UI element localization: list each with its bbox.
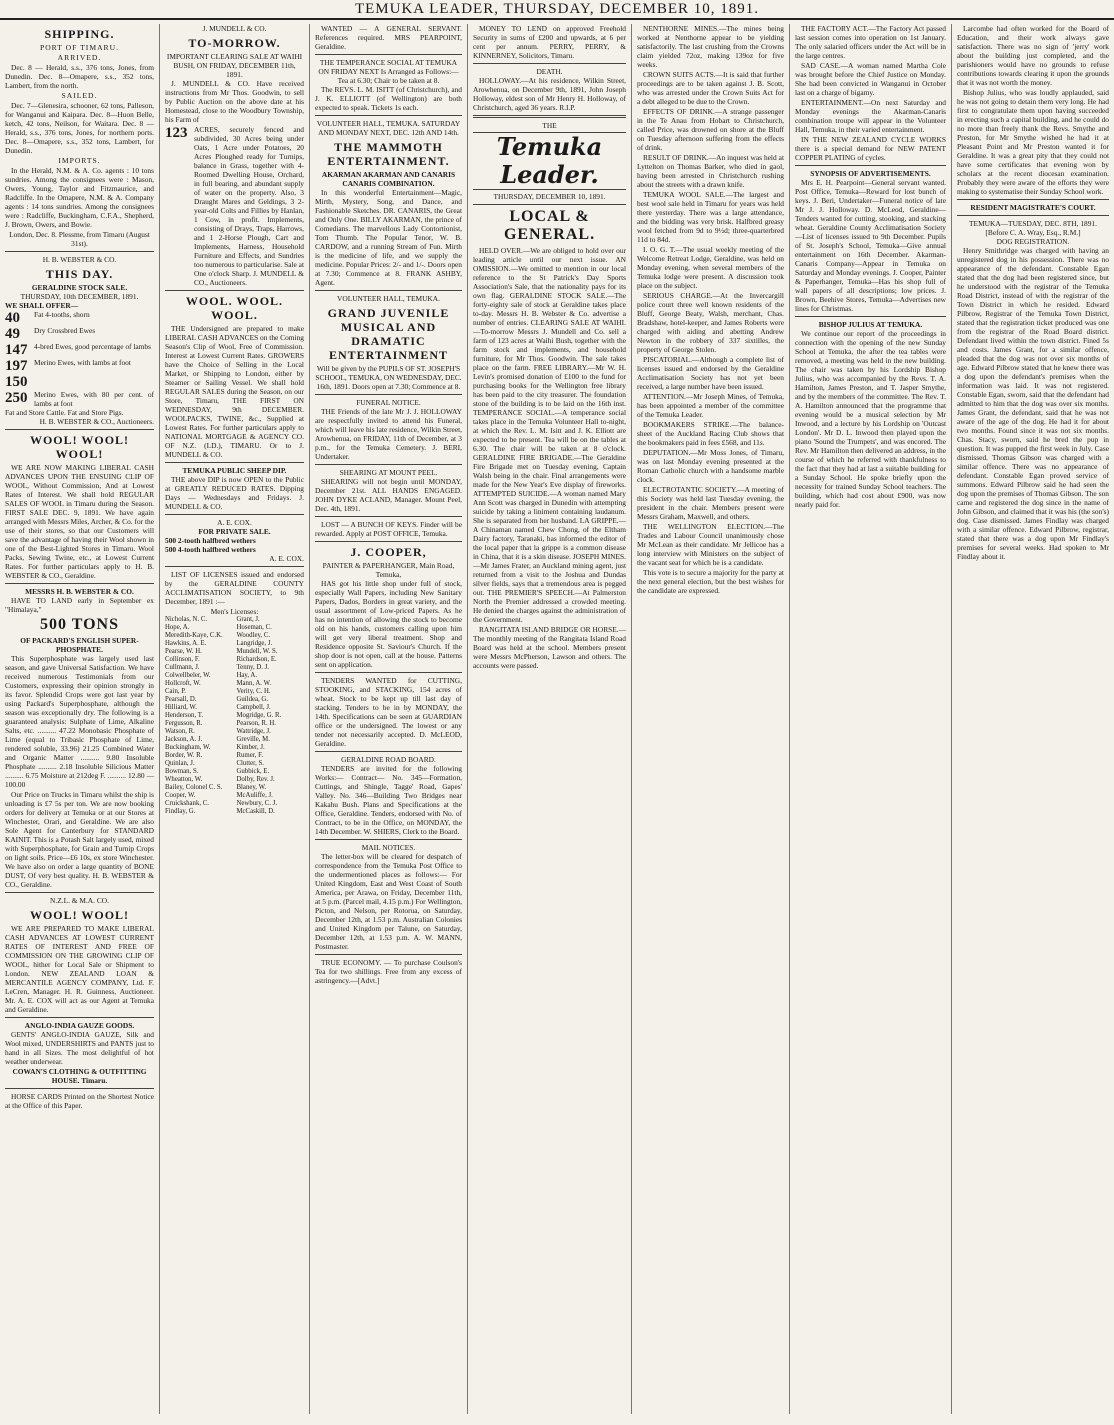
money-advert: MONEY TO LEND on approved Freehold Security in sums of £200 and upwards, at 6 per cent per annum. PERRY, PERRY, & KINNERNEY, Solicitors, Timaru. <box>473 24 626 60</box>
column-7 <box>952 24 1114 1414</box>
dip-heading: TEMUKA PUBLIC SHEEP DIP. <box>182 466 287 475</box>
license-name: Langridge, J. <box>236 640 273 647</box>
divider <box>5 429 154 430</box>
cooper-sub: PAINTER & PAPERHANGER, Main Road, Temuka, <box>322 561 455 579</box>
tenders-2: TENDERS are invited for the following Works:— Contract— No. 345—Formation, Cuttings, and Shingle, Tagge' Road, Gapes' Valley. No. 346—Building Two Bridges near Kakahu Bush. Plans and Specifications at the Office, Geraldine. Tenders, endorsed with No. of Contract, to be in the Office, on MONDAY, the 14th December. W. SHIERS, Clerk to the Board. <box>315 764 462 836</box>
synopsis-heading: SYNOPSIS OF ADVERTISEMENTS. <box>810 169 931 178</box>
wool2-advert: WE ARE PREPARED TO MAKE LIBERAL CASH ADVANCES AT LOWEST CURRENT RATES OF INTEREST AND FREE OF COMMISSION ON THE GROWING CLIP OF WOOL, hither for Local Sale or Shipment to London. NEW ZEALAND LOAN & MERCANTILE AGENCY COMPANY, Ltd. F. LeCren, Manager. H. R. Guinness, Auctioneer. Mr. A. E. COX will act as our Agent at Temuka and Geraldine. <box>5 924 154 1014</box>
bishop-body: We continue our report of the proceedings in connection with the opening of the new Sunday School at Temuka, the after the tea tables were removed, a meeting was held in the new building. The chair was taken by his Lordship Bishop Julius, who was accompanied by the Revs. T. A. Hamilton, James Preston, and T. Jasper Smythe, and by the members of the committee. The Rev. T. A. Hamilton announced that the programme that evening would be a musical selection by Mr Inwood, and a lecture by his Lordship on 'Outcast London'. Mr D. L. Inwood then played upon the piano 'Sound the Trumpets', and was encored. The Rev. Mr Hamilton then delivered an address, in the course of which he referred with thankfulness to the fact that they had at last a suitable building for a Sunday School. He spoke briefly upon the necessity for trained Sunday School teachers. The building, which had cost about £900, was now nearly paid for. <box>795 329 946 509</box>
license-name: Cain, P. <box>165 688 186 695</box>
license-name: Mundell, W. S. <box>236 648 278 655</box>
news-item: EFFECTS OF DRINK.—A strange passenger in the Te Anau from Hobart to Christchurch, called Price, was drowned on shore at the Bluff on Tuesday afternoon suffering from the effects of drink. <box>637 107 784 152</box>
divider <box>473 63 626 64</box>
mundell-name: J. MUNDELL & CO. <box>202 24 267 33</box>
wool2-heading: WOOL! WOOL! <box>29 908 130 922</box>
acres-lot: 123 ACRES, securely fenced and subdivided, 30 Acres being under Oats, 1 Acre under Potatoes, 20 Acres Ploughed ready for Turnips, balance in Grass, together with 4-Roomed Dwelling House, Orchard, in full bearing, and abundant supply of water on the property. Also, 3 Draught Mares and Geldings, 3 2-year-old Colts and Fillies by Hanlan, 1 Cow, in profit. Implements, consisting of Drays, Traps, Harrows, and 1 2-Horse Plough, Cart and Implements, Harness, Household Furniture and Effects, and Sundries too numerous to particularise. Sale at One o'clock Sharp. J. MUNDELL & CO., Auctioneers. <box>165 125 305 287</box>
true-economy: TRUE ECONOMY. — To purchase Coulson's Tea for two shillings. Free from any excess of astringency.—[Advt.] <box>315 958 462 985</box>
lost-advert: LOST — A BUNCH OF KEYS. Finder will be rewarded. Apply at POST OFFICE, Temuka. <box>315 520 462 538</box>
license-name: Fergusson, R. <box>165 720 203 727</box>
license-name: Gubbick, E. <box>236 768 270 775</box>
wanted-advert: WANTED — A GENERAL SERVANT. References required. MRS PEARPOINT, Geraldine. <box>315 24 462 51</box>
lots-tail: Fat and Store Cattle. Fat and Store Pigs. <box>5 408 124 417</box>
license-name: Rumer, F. <box>236 752 264 759</box>
we-shall-offer: WE SHALL OFFER— <box>5 301 79 310</box>
news-item: IN THE NEW ZEALAND CYCLE WORKS there is a special demand for NEW PATENT COPPER PLATING of cycles. <box>795 135 946 162</box>
anglo-heading: ANGLO-INDIA GAUZE GOODS. <box>24 1021 135 1030</box>
wool-heading: WOOL! WOOL! WOOL! <box>29 433 130 461</box>
temperance-advert: THE TEMPERANCE SOCIAL AT TEMUKA ON FRIDAY NEXT Is Arranged as Follows:— Tea at 6.30; Chair to be taken at 8. <box>318 58 459 85</box>
license-name: Cooper, W. <box>165 792 196 799</box>
paper-dateline: THURSDAY, DECEMBER 10, 1891. <box>493 192 606 201</box>
column-5 <box>632 24 790 1414</box>
divider <box>5 583 154 584</box>
webster-auctioneers: H. B. WEBSTER & CO., Auctioneers. <box>39 417 154 426</box>
license-name: Bailey, Colonel C. S. <box>165 784 223 791</box>
license-name: Dolby, Rev. J. <box>236 776 275 783</box>
funeral-body: THE Friends of the late Mr J. J. HOLLOWAY are respectfully invited to attend his Funeral, which will leave his late residence, Wilkin Street, Arowhenua, on FRIDAY, 11th of December, at 3 p.m., for the Temuka Cemetery. J. BERI, Undertaker. <box>315 407 462 461</box>
geraldine-sale-heading: GERALDINE STOCK SALE. <box>31 283 128 292</box>
wethers-line: 500 2-tooth halfbred wethers <box>165 536 256 545</box>
lot-item: 150 <box>5 374 28 390</box>
divider <box>315 954 462 955</box>
mail-body: The letter-box will be cleared for despatch of correspondence from the Temuka Post Office to the undermentioned places as follows:— For United Kingdom, East and West Coast of South America, per Arawa, on Friday, December 11th, at 5 p.m. (Parcel mail, 4.15 p.m.) For Wellington, Picton, and Nelson, per Rotorua, on Saturday, December 12th, at 1.53 p.m. Australian Colonies and United Kingdom per Talune, on Saturday, December 12th, at 1.53 p.m. A. W. MANN, Postmaster. <box>315 852 462 951</box>
license-name: Hay, A. <box>236 672 258 679</box>
license-name: Clutter, S. <box>236 760 264 767</box>
divider <box>315 541 462 542</box>
arrived-heading: ARRIVED. <box>57 53 102 62</box>
divider <box>315 839 462 840</box>
cox-sign: A. E. COX. <box>269 554 304 563</box>
license-name: Greville, M. <box>236 736 270 743</box>
lot-item: 40 Fat 4-tooths, shorn <box>5 310 90 326</box>
license-name: Pearson, R. H. <box>236 720 276 727</box>
news-item: ELECTROTANTIC SOCIETY.—A meeting of this Society was held last Tuesday evening, the president in the chair. Members present were Messrs Graham, Maxwell, and others. <box>637 485 784 521</box>
license-name: Hoseman, C. <box>236 624 272 631</box>
license-name: Collinson, F. <box>165 656 200 663</box>
juvenile-heading: GRAND JUVENILE MUSICAL AND DRAMATIC ENTERTAINMENT <box>327 306 450 362</box>
court-heading: RESIDENT MAGISTRATE'S COURT. <box>970 203 1096 212</box>
cooper-body: HAS got his little shop under full of stock, especially Wall Papers, including New Sanitary Papers, Dados, Borders in great variety, and the usual assortment of Low-priced Papers. As he has no intention of allowing the stock to become old on his hands, customers calling upon him will get very liberal treatment. Shop and Residence opposite St. Saviour's Church. If the shop door is not open, call at the house. Patterns sent on application. <box>315 579 462 669</box>
masthead: TEMUKA LEADER, THURSDAY, DECEMBER 10, 1891. <box>0 0 1114 20</box>
news-item: TEMUKA WOOL SALE.—The largest and best wool sale held in Timaru for years was held there yesterday. There was a large attendance, and the bidding was very brisk. Halfbred greasy wool fetched from 9d to 9½d; three-quarterbred 11d to 84d. <box>637 190 784 244</box>
news-item: NENTHORNE MINES.—The mines being worked at Nenthorne appear to be yielding satisfactorily. The last crushing from the Crowns claim yielded 72oz, making 139oz for five weeks. <box>637 24 784 69</box>
rangitata-body: RANGITATA ISLAND BRIDGE OR HORSE.—The monthly meeting of the Rangitata Island Road Board was held at the school. Members present were Messrs McPherson, Lawson and others. The accounts were passed. <box>473 625 626 670</box>
licenses-heading: LIST OF LICENSES issued and endorsed by the GERALDINE COUNTY ACCLIMATISATION SOCIETY, to 9th December, 1891 :— <box>165 570 304 606</box>
license-name: Jackson, A. J. <box>165 736 203 743</box>
news-item: PISCATORIAL.—Although a complete list of licenses issued and endorsed by the Geraldine Acclimatisation Society has not yet been received, a large number have been issued. <box>637 355 784 391</box>
license-name: Campbell, J. <box>236 704 271 711</box>
license-name: Grant, J. <box>236 616 260 623</box>
larcombe-body: Larcombe had often worked for the Board of Education, and their work always gave satisfaction. There was no sign of 'jerry' work about the building just completed, and the parishioners would have no grounds to refuse contributions towards clearing it upon the grounds that it was not worth the money. <box>957 24 1109 87</box>
dog-heading: DOG REGISTRATION. <box>996 237 1070 246</box>
wool3-body: THE Undersigned are prepared to make LIBERAL CASH ADVANCES on the Coming Season's Clip of Wool, Free of Commission. Interest at Lowest Current Rates. GROWERS have the Choice of Selling in the Local Market, or Shipping to London, either by Steamer or Sailing Vessel. We shall hold REGULAR SALES during the Season, on our Store, Timaru, THE FIRST ON WEDNESDAY, 9th DECEMBER. WOOLPACKS, TWINE, &c., Supplied at Lowest Rates. For further particulars apply to NATIONAL MORTGAGE & AGENCY CO. OF N.Z. (LD.), TIMARU. Or to J. MUNDELL & CO. <box>165 324 304 459</box>
divider <box>165 514 304 515</box>
divider <box>315 516 462 517</box>
nzla-name: N.Z.L. & M.A. CO. <box>50 896 109 905</box>
bishop-cont: Bishop Julius, who was loudly applauded, said he was not going to detain them very long. He had first to congratulate them upon having succeeded in erecting such a capital building, and he could do no more than freely thank the Revs. Smythe and Preston, for Mr Smythe wished he had it at Pleasant Point and Mr Preston wanted it for Geraldine. It was a great pity that they could not have some certificates that evening won by scholars at the recent diocesan examination. Probably they were aware of the efforts they were making to systematise their Sunday School work. <box>957 88 1109 196</box>
divider <box>315 751 462 752</box>
mail-heading: MAIL NOTICES. <box>361 843 416 852</box>
column-6 <box>790 24 952 1414</box>
tomorrow-heading: TO-MORROW. <box>188 36 281 50</box>
divider <box>473 115 626 118</box>
volunteer-hall-1: VOLUNTEER HALL, TEMUKA. SATURDAY AND MONDAY NEXT, DEC. 12th AND 14th. <box>316 119 461 137</box>
license-name: Hope, A. <box>165 624 190 631</box>
divider <box>5 892 154 893</box>
tons-heading: 500 TONS <box>40 616 119 633</box>
sailed-list: Dec. 7—Glenesira, schooner, 62 tons, Palleson, for Wanganui and Kaipara. Dec. 8—Huon Belle, ketch, 42 tons, Neilson, for Waitara. Dec. 8 — Herald, s.s., 376 tons, Jones, for northern ports. Dec. 8—Omapere, s.s., 352 tons, Lambert, for Dunedin. <box>5 101 154 155</box>
private-heading: FOR PRIVATE SALE. <box>198 527 271 536</box>
akarman-body: In this wonderful Entertainment—Magic, Mirth, Mystery, Song, and Dance, and Fashionable Sketches. DR. CANARIS, the Great and Only One. BILLY AKARMAN, the prince of Comedians. The marvellous Lady Contortionist, Tom Thumb. The Popular Tenor, W. B. CARDOW, and a running Stream of Fun. Mirth is the medicine of life, and we supply the medicine. Popular Prices: 2/- and 1/-. Doors open at 7.30; Commence at 8. FRANK ASHBY, Agent. <box>315 188 462 287</box>
license-name: Border, W. R. <box>165 752 203 759</box>
divider <box>315 672 462 673</box>
divider <box>315 54 462 55</box>
lot-item: 49 Dry Crossbred Ewes <box>5 326 96 342</box>
license-name: Mann, A. W. <box>236 680 272 687</box>
akarman-heading: AKARMAN AKARMAN AND CANARIS CANARIS COMBINATION. <box>321 170 456 188</box>
temperance-body: The REVS. L. M. ISITT (of Christchurch), and J. K. ELLIOTT (of Wellington) are both expected to speak. Tickets 1s each. <box>315 85 462 112</box>
divider <box>165 290 304 291</box>
column-3 <box>310 24 468 1414</box>
news-item: DEPUTATION.—Mr Moss Jones, of Timaru, was on last Monday evening presented at the Roman Catholic church with a handsome marble clock. <box>637 448 784 484</box>
divider <box>165 462 304 463</box>
divider <box>5 251 154 252</box>
this-day-heading: THIS DAY. <box>45 267 114 281</box>
divider <box>5 1017 154 1018</box>
divider <box>957 215 1109 216</box>
arrived-list: Dec. 8 — Herald, s.s., 376 tons, Jones, from Dunedin. Dec. 8—Omapere, s.s., 352 tons, Lambert, from the north. <box>5 63 154 90</box>
messrs-heading: MESSRS H. B. WEBSTER & CO. <box>25 587 134 596</box>
license-name: Watson, R. <box>165 728 195 735</box>
column-4 <box>468 24 632 1414</box>
lot-item: 250 Merino Ewes, with 80 per cent. of lambs at foot <box>5 390 154 408</box>
cowan-name: COWAN'S CLOTHING & OUTFITTING HOUSE. Timaru. <box>12 1067 147 1085</box>
license-name: Hawkins, A. E. <box>165 640 207 647</box>
packard-body: This Superphosphate was largely used last season, and gave Universal Satisfaction. We have received numerous Testimonials from our Customers, expressing their opinion strongly in its favor. Splendid Crops were got last year by using Packard's Superphosphate, although the season was exceptionally dry. The following is a guaranteed analysis: Sulphate of Lime, Alkaline Salts, etc. .......... 47.22 Monobasic Phosphate of Lime (equal to Tribasic Phosphate of Lime, rendered soluble, 33.96) 21.25 Combined Water and Organic Matter .......... 9.80 Insoluble Phosphate .......... 2.18 Insoluble Silicious Matter .......... 6.75 Moisture at 212deg F. .......... 12.80 — 100.00 <box>5 654 154 789</box>
license-name: Woodley, C. <box>236 632 271 639</box>
license-name: Tenny, D. J. <box>236 664 269 671</box>
mens-licenses-heading: Men's Licenses: <box>210 607 259 616</box>
license-name: Pearse, W. H. <box>165 648 202 655</box>
mammoth-heading: THE MAMMOTH ENTERTAINMENT. <box>327 140 450 168</box>
license-name: Newbury, C. J. <box>236 800 278 807</box>
license-name: Buckingham, W. <box>165 744 211 751</box>
divider <box>315 115 462 116</box>
clearing-heading: IMPORTANT CLEARING SALE AT WAIHI BUSH, ON FRIDAY, DECEMBER 11th, 1891. <box>166 52 303 79</box>
tenders-1: TENDERS WANTED for CUTTING, STOOKING, and STACKING, 154 acres of wheat. Stock to be kept up till last day of stacking. Tenders to be in by MONDAY, the 14th. Specifications can be seen at GUARDIAN office or the undersigned. The lowest or any tender not necessarily accepted. D. McLEOD, Geraldine. <box>315 676 462 748</box>
divider <box>165 566 304 567</box>
divider <box>473 204 626 205</box>
license-name: Hilliard, W. <box>165 704 197 711</box>
webster-name: H. B. WEBSTER & CO. <box>42 255 117 264</box>
license-name: Verity, C. H. <box>236 688 271 695</box>
news-item: SAD CASE.—A woman named Martha Cole was brought before the Chief Justice on Monday. She had been convicted in Wanganui in October last on a charge of bigamy. <box>795 61 946 97</box>
volunteer-hall-2: VOLUNTEER HALL, TEMUKA. <box>337 294 440 303</box>
shearing-heading: SHEARING AT MOUNT PEEL. <box>339 468 438 477</box>
divider <box>795 316 946 317</box>
port-heading: PORT OF TIMARU. <box>39 43 120 52</box>
license-name: Findlay, G. <box>165 808 196 815</box>
news-item: CROWN SUITS ACTS.—It is said that further proceedings are to be taken against J. B. Scott, who was arrested under the Crown Suits Act for a debt alleged to be due to the Crown. <box>637 70 784 106</box>
news-item: ENTERTAINMENT.—On next Saturday and Monday evenings the Akarman-Canaris combination troupe will appear in the Volunteer Hall, Temuka, in their varied entertainment. <box>795 98 946 134</box>
court-before: [Before C. A. Wray, Esq., R.M.] <box>985 228 1081 237</box>
paper-title: Temuka Leader. <box>473 132 626 190</box>
lot-item: 197 Merino Ewes, with lambs at foot <box>5 358 131 374</box>
local-general-body: HELD OVER.—We are obliged to hold over our leading article until our next issue. AN OMISSION.—We omitted to mention in our local reference to the St Patrick's Day Sports Association's Sale, that the nationality pays for its own flag. GERALDINE STOCK SALE.—The forty-eighty sale of stock at Geraldine takes place to-day. Messrs H. B. Webster & Co. advertise a number of entries. CLEARING SALE AT WAIHI.—To-morrow Messrs J. Mundell and Co. sell a farm of 123 acres at Waihi Bush, together with the farm stock and implements, and household furniture, for Mr Thos. Goodwin. The sale takes place on the farm. FREE LIBRARY.—Mr W. H. Levin's promised donation of £100 to the fund for purchasing books for the Wellington free library has been paid to the city treasurer. The foundation stone of the building is to be laid on the 16th inst. TEMPERANCE SOCIAL.—A temperance social takes place in the Temuka Volunteer Hall to-night, at which the Rev. L. M. Isitt and J. K. Elliott are expected to be present. Tea will be on the tables at 6.30. The chair will be taken at 8 o'clock. GERALDINE FIRE BRIGADE.—The Geraldine Fire Brigade met on Tuesday evening, Captain Walsh being in the chair. Final arrangements were made for the New Year's Eve display of fireworks. ATTEMPTED SUICIDE.—A woman named Mary Ann Scott was charged in Dunedin with attempting suicide by taking a liniment containing laudanum. She is separated from her husband. LA GRIPPE.—A Chinaman named Chew Chong, of the Eltham Dairy factory, Taranaki, has informed the editor of the local paper that la grippe is a common disease in China, that it is a skin disease. JOSEPH MINES.—Mr James Frater, an Auckland mining agent, just returned from a visit to the Joshua and Dundas silver fields, says that a tremendous area is pegged out. THE PREMIER'S SPEECH.—At Palmerston North the Premier addressed a crowded meeting. He denied the charges against the administration of the Government. <box>473 246 626 624</box>
road-board-heading: GERALDINE ROAD BOARD. <box>341 755 436 764</box>
horse-cards: HORSE CARDS Printed on the Shortest Notice at the Office of this Paper. <box>5 1092 154 1110</box>
license-name: Cullmann, J. <box>165 664 200 671</box>
license-name: Meredith-Kaye, C.K. <box>165 632 223 639</box>
divider <box>315 394 462 395</box>
cooper-heading: J. COOPER, <box>350 545 427 559</box>
license-names <box>165 616 304 816</box>
imports-heading: IMPORTS. <box>58 156 101 165</box>
court-body: Henry Smithridge was charged with having an unregistered dog in his possession. There was no appearance of the defendant. Constable Egan stated that the dog had been registered since, but he understood with the registrar of the Temuka Road District, instead of with the registrar of the Town District in which he resided. Edward Pilbrow, Registrar of the Temuka Town District, stated that the registration ticket produced was one from the registrar of the Road Board district. Defendant lived within the town district. Fined 5s and costs. James Grant, for a similar offence, pleaded that the dog was not over six months of age. Edward Pilbrow stated that he knew there was a dog upon the defendant's premises when the information was laid. It was not registered. Constable Egan, sworn, said that the defendant had admitted to him that the dog was over six months. James Grant, the defendant, said that he was not aware of the age of the dog. He had it for about two months. Found since it was not six months. Chas. Stacy, sworn, said he bred the pup in question. It was pupped the first week in July. Case dismissed. Thomas Gibson was charged with a similar offence. There was no appearance of defendant. Constable Egan proved service of summons. Edward Pilbrow said he had seen the dog upon the premises of Thomas Gibson. The son came and registered the dog since in the name of John Gibson, and claimed that it was his (the son's) dog. Case dismissed. James Findlay was charged with a similar offence. Edward Pilbrow, registrar, stated that there was a dog upon Mr Findlay's premises for several weeks. Had spoken to Mr Findlay about it. <box>957 246 1109 561</box>
lot-item: 147 4-bred Ewes, good percentage of lambs <box>5 342 151 358</box>
news-item: This vote is to secure a majority for the party at the next general election, but the best wishes for the candidate are expressed. <box>637 568 784 595</box>
license-name: Blaney, W. <box>236 784 267 791</box>
funeral-heading: FUNERAL NOTICE. <box>356 398 421 407</box>
synopsis-body: Mrs E. H. Pearpoint—General servant wanted. Post Office, Temuka—Reward for lost bunch of keys. J. Beri, Undertaker—Funeral notice of late Mr J. J. Holloway. D. McLeod, Geraldine—Tenders wanted for cutting, stooking, and stacking wheat. Geraldine County Acclimatisation Society—List of licenses issued to 9th December. Pupils of St. Joseph's School, Temuka—Give annual entertainment on 16th December. Akarman-Canaris Company—Appear in Temuka on Saturday and Monday evenings. J. Cooper, Painter & Paperhanger, Temuka—Has his shop full of wall papers of all descriptions; low prices. J. Brown, Beehive Stores, Temuka—Advertises new lines for Christmas. <box>795 178 946 313</box>
news-item: BOOKMAKERS STRIKE.—The balance-sheet of the Auckland Racing Club shows that the bookmakers paid in fees £568, and 11s. <box>637 420 784 447</box>
license-name: Mogridge, G. R. <box>236 712 282 719</box>
column-1 <box>0 24 160 1414</box>
license-name: McCaskill, D. <box>236 808 275 815</box>
license-name: Nicholas, N. C. <box>165 616 208 623</box>
license-name: McAuliffe, J. <box>236 792 273 799</box>
paper-the: THE <box>542 121 557 130</box>
license-name: Henderson, T. <box>165 712 204 719</box>
license-name: Cruickshank, C. <box>165 800 209 807</box>
divider <box>315 290 462 291</box>
london-notice: London, Dec. 8. Plessme, from Timaru (August 31st). <box>9 230 150 248</box>
license-name: Wattridge, J. <box>236 728 271 735</box>
cox-name: A. E. COX. <box>217 518 252 527</box>
license-name: Quinlan, J. <box>165 760 195 767</box>
bishop-heading: BISHOP JULIUS AT TEMUKA. <box>818 320 923 329</box>
court-date: TEMUKA—TUESDAY, DEC. 8TH, 1891. <box>969 219 1097 228</box>
anglo-body: GENTS' ANGLO-INDIA GAUZE, Silk and Wool mixed, UNDERSHIRTS and PANTS just to hand in all Sizes. The most delightful of hot weather underwear. <box>5 1030 154 1066</box>
license-name: Wheatton, W. <box>165 776 203 783</box>
sale-date: THURSDAY, 10th DECEMBER, 1891. <box>20 292 139 301</box>
divider <box>5 1088 154 1089</box>
license-name: Guildea, G. <box>236 696 269 703</box>
sailed-heading: SAILED. <box>61 91 98 100</box>
wool3-heading: WOOL. WOOL. WOOL. <box>185 294 284 322</box>
clearing-body: J. MUNDELL & CO. Have received instructions from Mr Thos. Goodwin, to sell by Public Auction on the above date at his Homestead, close to the Woodbury Township, his Farm of <box>165 79 304 124</box>
packard-tail: Our Price on Trucks in Timaru whilst the ship is unloading is £7 5s per ton. We are now booking orders for delivery at Temuka or at our Stores at Winchester, Orari, and Geraldine. We are also Sole Agent for Canterbury for STANDARD KAINIT. This is a Potash Salt largely used, mixed with Superphosphate, for Grain and Turnip Crops on light soils. Price—£6 10s, ex store Winchester. We have also on order a large quantity of BONE DUST, Of very best quality. H. B. WEBSTER & CO., Geraldine. <box>5 790 154 889</box>
news-item: I. O. G. T.—The usual weekly meeting of the Welcome Retreat Lodge, Geraldine, was held on Monday evening, when several members of the Temuka lodge were present. A discussion took place on the subject. <box>637 245 784 290</box>
wethers-line: 500 4-tooth halfbred wethers <box>165 545 256 554</box>
news-item: RESULT OF DRINK.—An inquest was held at Lyttelton on Thomas Barker, who died in gaol, having been arrested in Christchurch rushing about the streets with a drawn knife. <box>637 153 784 189</box>
news-item: ATTENTION.—Mr Joseph Mines, of Temuka, has been appointed a member of the committee of the Temuka Leader. <box>637 392 784 419</box>
imports-list: In the Herald, N.M. & A. Co. agents : 10 tons sundries. Among the consignees were : Mason, Owers, Young, Taylor and Fitzmaurice, and Radcliffe. In the Omapere, N.M. & A. Company agents : 14 tons sundries. Among the consignees were : Radcliffe, Buckingham, C.F.A., Shepherd, J. Brown, Owers, and Bowie. <box>5 166 154 229</box>
news-item: SERIOUS CHARGE.—At the Invercargill police court three well known residents of the Bluff, George Beaty, Walsh, merchant, Chas. Bradshaw, hotel-keeper, and James Roberts were charged with aiding and abetting Andrew Newton in the robbery of 337 sixtilles, the property of George Stolen. <box>637 291 784 354</box>
death-heading: DEATH. <box>536 67 563 76</box>
juvenile-body: Will be given by the PUPILS OF ST. JOSEPH'S SCHOOL, TEMUKA, ON WEDNESDAY, DEC. 16th, 1891. Doors open at 7.30; Commence at 8. <box>315 364 462 391</box>
local-general-heading: LOCAL & GENERAL. <box>503 208 596 243</box>
dip-body: THE above DIP is now OPEN to the Public at GREATLY REDUCED RATES. Dipping Days — Wednesdays and Fridays. J. MUNDELL & CO. <box>165 475 304 511</box>
divider <box>315 464 462 465</box>
license-name: Bowman, S. <box>165 768 199 775</box>
license-name: Pearsall, D. <box>165 696 197 703</box>
have-to-land: HAVE TO LAND early in September ex "Himalaya," <box>5 596 154 614</box>
divider <box>795 165 946 166</box>
divider <box>957 199 1109 200</box>
news-item: THE WELLINGTON ELECTION.—The Trades and Labour Council unanimously chose Mr McLean as their candidate. Mr Jellicoe has a long interview with Ministers on the subject of the vacant seat for which he is a candidate. <box>637 522 784 567</box>
wool-advert: WE ARE NOW MAKING LIBERAL CASH ADVANCES UPON THE ENSUING CLIP OF WOOL, Without Commission, And at Lowest Rates of Interest. We shall hold REGULAR SALES OF WOOL in Timaru during the Season. FIRST SALE DEC. 9, 1891. We have again arranged with Messrs Miles, Archer, & Co. for the use of their stores, so that our Customers will save the advantage of having their Wool shown in one of the Best-Lighted Stores in Timaru. Wool Packs, Sewing Twine, etc., at Lowest Current Rates. For further particulars apply to H. B. WEBSTER & CO., Geraldine. <box>5 463 154 580</box>
death-notice: HOLLOWAY.—At his residence, Wilkin Street, Arowhenua, on December 9th, 1891, John Joseph Holloway, eldest son of Mr Henry H. Holloway, of Christchurch, aged 36 years. R.I.P. <box>473 76 626 112</box>
shipping-heading: SHIPPING. <box>44 27 115 41</box>
license-name: Colwellbeler, W. <box>165 672 211 679</box>
packard-heading: OF PACKARD'S ENGLISH SUPER-PHOSPHATE. <box>20 636 139 654</box>
lot-list <box>5 310 154 408</box>
shearing-body: SHEARING will not begin until MONDAY, December 21st. ALL HANDS ENGAGED. JOHN DYKE ACLAND, Manager. Mount Peel, Dec. 4th, 1891. <box>315 477 462 513</box>
license-name: Kimber, J. <box>236 744 265 751</box>
column-2 <box>160 24 310 1414</box>
news-item: THE FACTORY ACT.—The Factory Act passed last session comes into operation on 1st January. The only salaried officers under the Act will be in the large centres. <box>795 24 946 60</box>
license-name: Hollcroft, W. <box>165 680 201 687</box>
license-name: Richardson, E. <box>236 656 277 663</box>
